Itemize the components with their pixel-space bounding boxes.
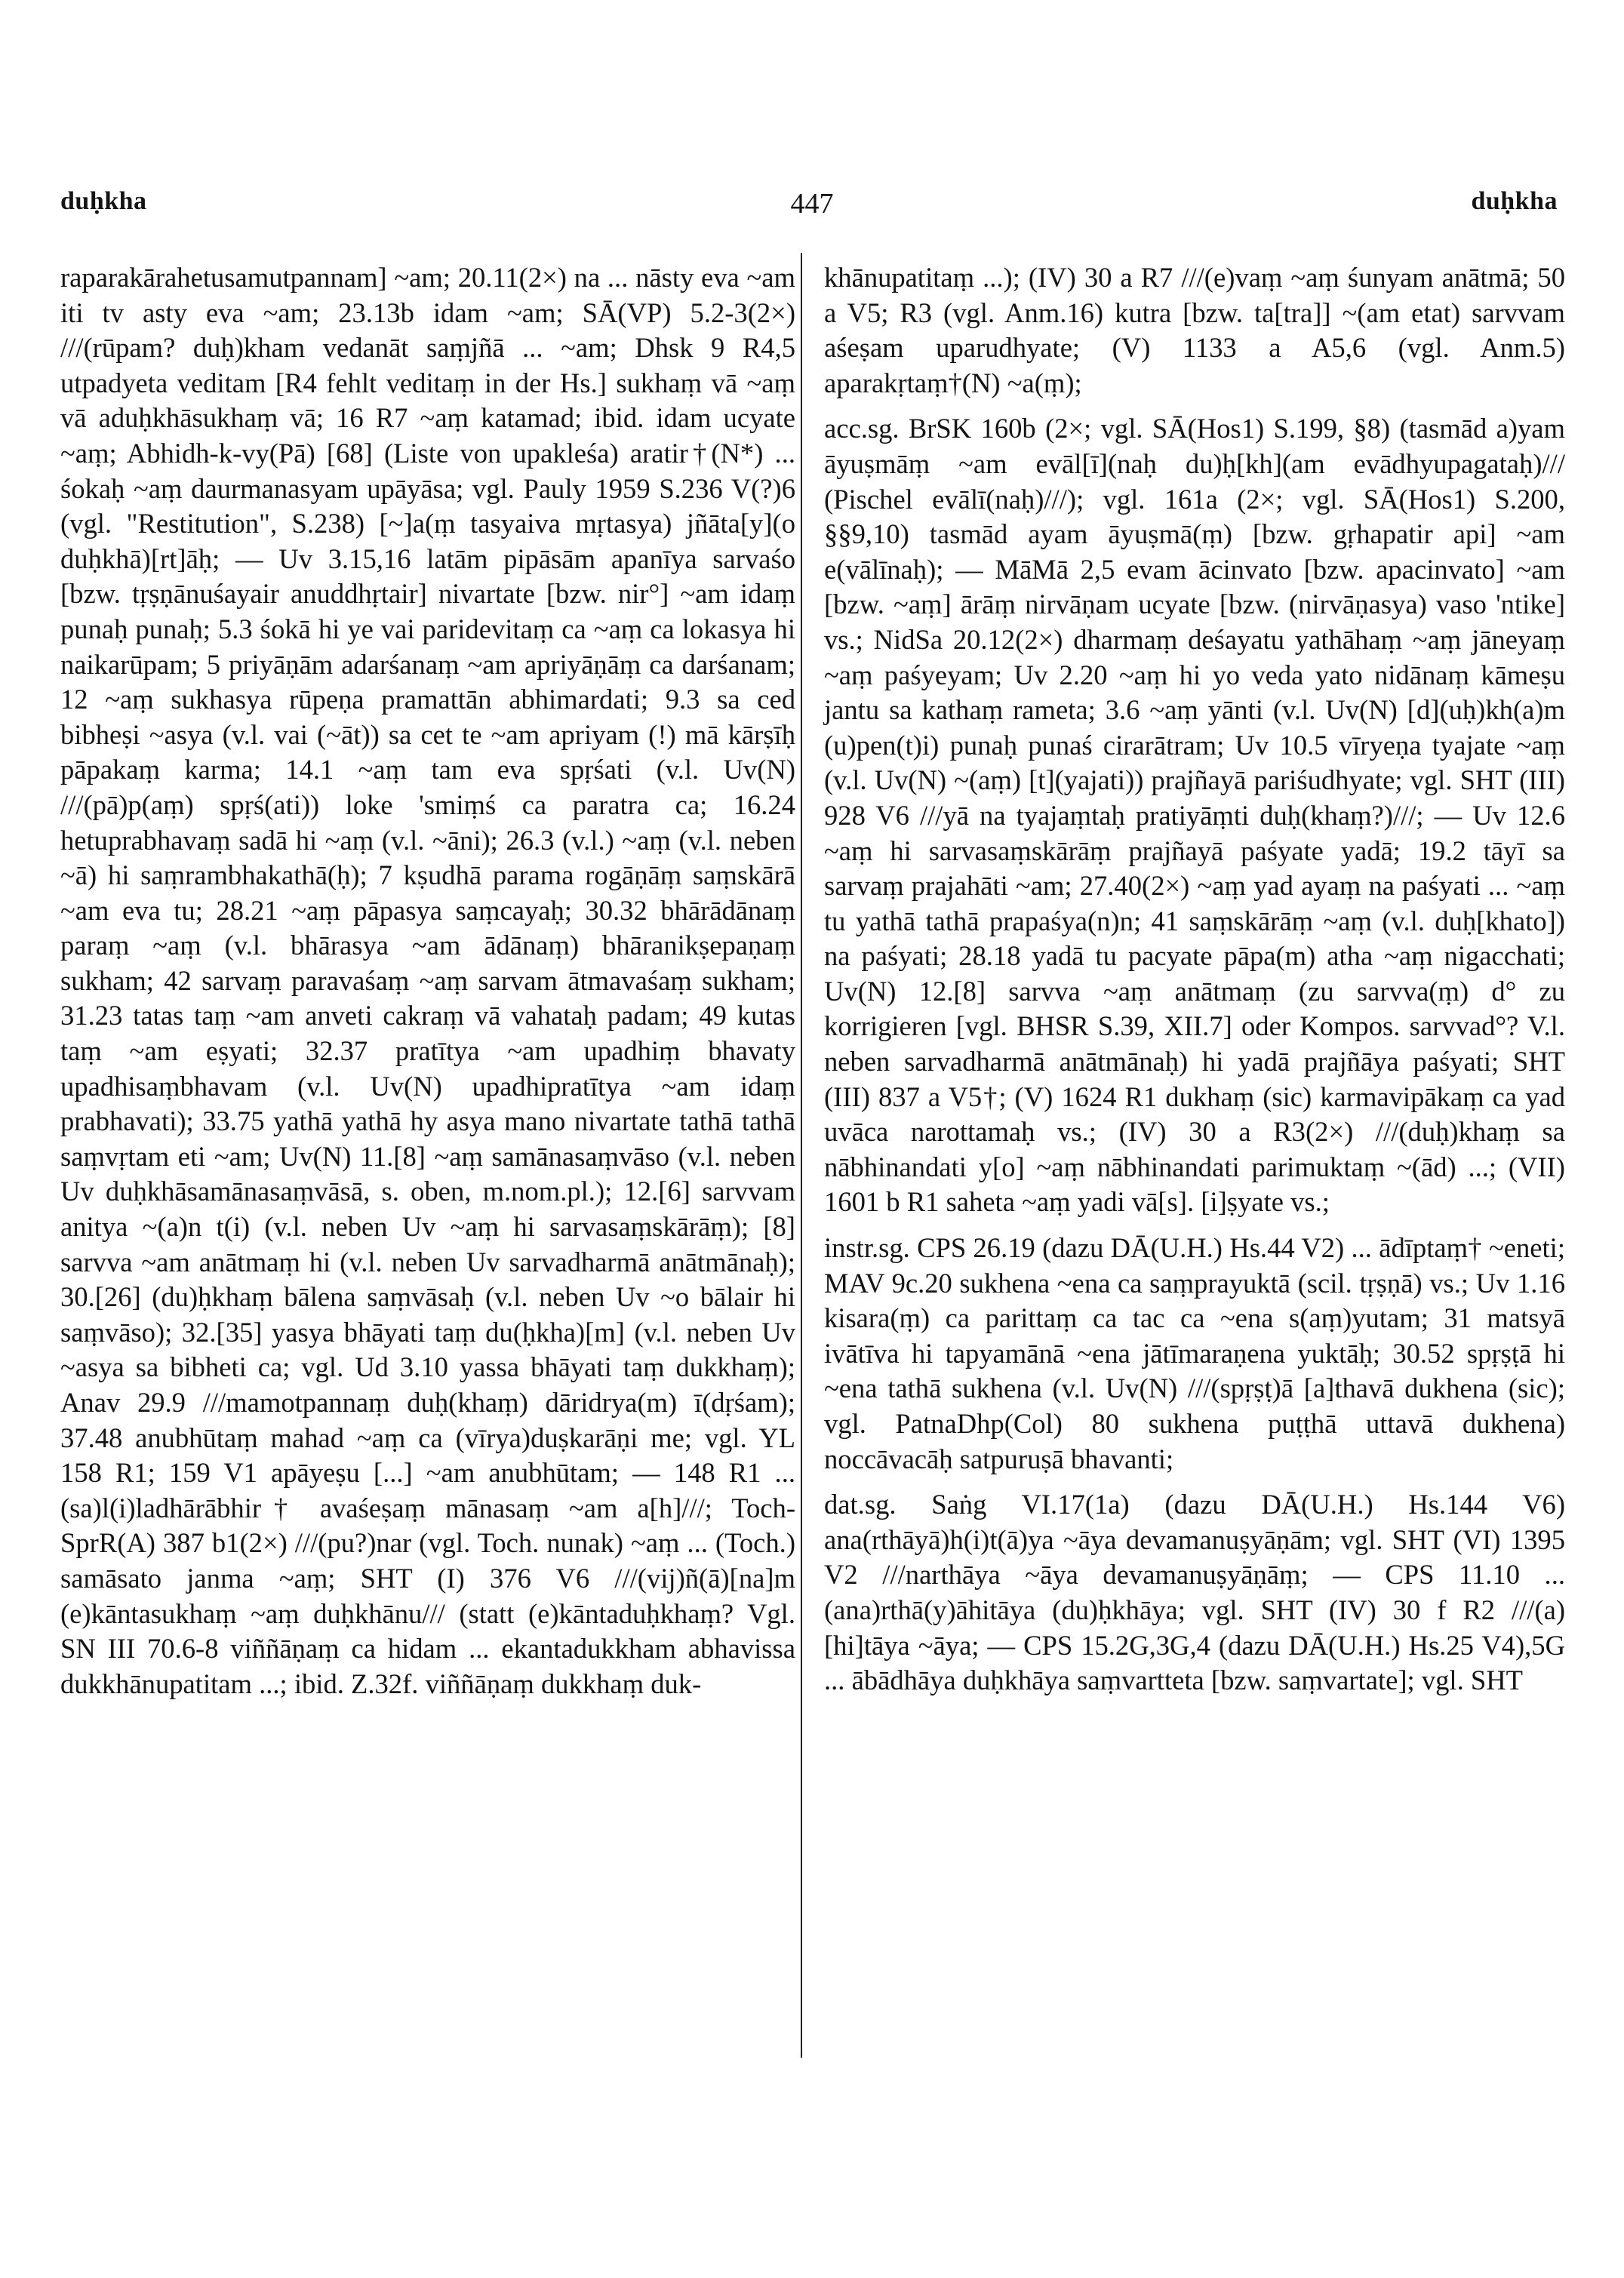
left-running-headword: duḥkha (60, 187, 147, 215)
right-running-headword: duḥkha (1471, 187, 1558, 215)
column-divider (801, 253, 802, 2058)
dictionary-paragraph-acc-sg: acc.sg. BrSK 160b (2×; vgl. SĀ(Hos1) S.199, §8) (tasmād a)yam āyuṣmāṃ ~am evāl[ī](naḥ du)ḥ[kh](am evādhyupagataḥ)/// (Pischel evālī(naḥ)///); vgl. 161a (2×; vgl. SĀ(Hos1) S.200, §§9,10) tasmād ayam āyuṣmā(ṃ) [bzw. gṛhapatir api] ~am e(vālīnaḥ); — MāMā 2,5 evam ācinvato [bzw. apacinvato] ~am [bzw. ~aṃ] ārāṃ nirvāṇam ucyate [bzw. (nirvāṇasya) vaso 'ntike] vs.; NidSa 20.12(2×) dharmaṃ deśayatu yathāhaṃ ~aṃ jāneyaṃ ~aṃ paśyeyam; Uv 2.20 ~aṃ hi yo veda yato nidānaṃ kāmeṣu jantu sa kathaṃ rameta; 3.6 ~aṃ yānti (v.l. Uv(N) [d](uḥ)kh(a)m (u)pen(t)i) punaḥ punaś cirarātram; Uv 10.5 vīryeṇa tyajate ~aṃ (v.l. Uv(N) ~(aṃ) [t](yajati)) prajñayā pariśudhyate; vgl. SHT (III) 928 V6 ///yā na tyajaṃtaḥ pratiyāṃti duḥ(khaṃ?)///; — Uv 12.6 ~aṃ hi sarvasaṃskārāṃ prajñayā paśyate yadā; 19.2 tāyī sa sarvaṃ prajahāti ~am; 27.40(2×) ~aṃ yad ayaṃ na paśyati ... ~aṃ tu yathā tathā prapaśya(n)n; 41 saṃskārāṃ ~aṃ (v.l. duḥ[khato]) na paśyati; 28.18 yadā tu pacyate pāpa(m) atha ~aṃ nigacchati; Uv(N) 12.[8] sarvva ~aṃ anātmaṃ (zu sarvva(ṃ) d° zu korrigieren [vgl. BHSR S.39, XII.7] oder Kompos. sarvvad°? V.l. neben sarvadharmā anātmānaḥ) hi yadā prajñāya paśyati; SHT (III) 837 a V5†; (V) 1624 R1 dukhaṃ (sic) karmavipākaṃ ca yad uvāca narottamaḥ vs.; (IV) 30 a R3(2×) ///(duḥ)khaṃ sa nābhinandati y[o] ~aṃ nābhinandati parimuktaṃ ~(ād) ...; (VII) 1601 b R1 saheta ~aṃ yadi vā[s]. [i]ṣyate vs.; (824, 413, 1565, 1218)
left-column (60, 260, 795, 1702)
dictionary-paragraph-dat-sg: dat.sg. Saṅg VI.17(1a) (dazu DĀ(U.H.) Hs.144 V6) ana(rthāyā)h(i)t(ā)ya ~āya devamanuṣyāṇām; vgl. SHT (VI) 1395 V2 ///narthāya ~āya devamanuṣyāṇāṃ; — CPS 11.10 ... (ana)rthā(y)āhitāya (du)ḥkhāya; vgl. SHT (IV) 30 f R2 ///(a)[hi]tāya ~āya; — CPS 15.2G,3G,4 (dazu DĀ(U.H.) Hs.25 V4),5G ... ābādhāya duḥkhāya saṃvartteta [bzw. saṃvartate]; vgl. SHT (824, 1489, 1565, 1696)
right-column (824, 260, 1565, 1699)
page-number: 447 (790, 188, 834, 220)
dictionary-paragraph: khānupatitaṃ ...); (IV) 30 a R7 ///(e)vaṃ ~aṃ śunyam anātmā; 50 a V5; R3 (vgl. Anm.16) kutra [bzw. ta[tra]] ~(am etat) sarvvam aśeṣam uparudhyate; (V) 1133 a A5,6 (vgl. Anm.5) aparakṛtaṃ†(N) ~a(ṃ); (824, 262, 1565, 398)
running-header (60, 187, 1564, 232)
dictionary-paragraph: raparakārahetusamutpannam] ~am; 20.11(2×) na ... nāsty eva ~am iti tv asty eva ~am; 23.13b idam ~am; SĀ(VP) 5.2-3(2×) ///(rūpam? duḥ)kham vedanāt saṃjñā ... ~am; Dhsk 9 R4,5 utpadyeta veditam [R4 fehlt veditaṃ in der Hs.] sukhaṃ vā ~aṃ vā aduḥkhāsukhaṃ vā; 16 R7 ~aṃ katamad; ibid. idam ucyate ~aṃ; Abhidh-k-vy(Pā) [68] (Liste von upakleśa) aratir†(N*) ... śokaḥ ~aṃ daurmanasyam upāyāsa; vgl. Pauly 1959 S.236 V(?)6 (vgl. "Restitution", S.238) [~]a(ṃ tasyaiva mṛtasya) jñāta[y](o duḥkhā)[rt]āḥ; — Uv 3.15,16 latām pipāsām apanīya sarvaśo [bzw. tṛṣṇānuśayair anuddhṛtair] nivartate [bzw. nir°] ~am idaṃ punaḥ punaḥ; 5.3 śokā hi ye vai paridevitaṃ ca ~aṃ ca lokasya hi naikarūpam; 5 priyāṇām adarśanaṃ ~am apriyāṇāṃ ca darśanam; 12 ~aṃ sukhasya rūpeṇa pramattān abhimardati; 9.3 sa ced bibheṣi ~asya (v.l. vai (~āt)) sa cet te ~am apriyam (!) mā kārṣīḥ pāpakaṃ karma; 14.1 ~aṃ tam eva spṛśati (v.l. Uv(N) ///(pā)p(aṃ) spṛś(ati)) loke 'smiṃś ca paratra ca; 16.24 hetuprabhavaṃ sadā hi ~aṃ (v.l. ~āni); 26.3 (v.l.) ~aṃ (v.l. neben ~ā) hi saṃrambhakathā(ḥ); 7 kṣudhā parama rogāṇāṃ saṃskārā ~am eva tu; 28.21 ~aṃ pāpasya saṃcayaḥ; 30.32 bhārādānaṃ paraṃ ~aṃ (v.l. bhārasya ~am ādānaṃ) bhāranikṣepaṇaṃ sukham; 42 sarvaṃ paravaśaṃ ~aṃ sarvam ātmavaśaṃ sukham; 31.23 tatas taṃ ~am anveti cakraṃ vā vahataḥ padam; 49 kutas taṃ ~am eṣyati; 32.37 pratītya ~am upadhiṃ bhavaty upadhisaṃbhavam (v.l. Uv(N) upadhipratītya ~am idaṃ prabhavati); 33.75 yathā yathā hy asya mano nivartate tathā tathā saṃvṛtam eti ~am; Uv(N) 11.[8] ~aṃ samānasaṃvāso (v.l. neben Uv duḥkhāsamānasaṃvāsā, s. oben, m.nom.pl.); 12.[6] sarvvam anitya ~(a)n t(i) (v.l. neben Uv ~aṃ hi sarvasaṃskārāṃ); [8] sarvva ~am anātmaṃ hi (v.l. neben Uv sarvadharmā anātmānaḥ); 30.[26] (du)ḥkhaṃ bālena saṃvāsaḥ (v.l. neben Uv ~o bālair hi saṃvāso); 32.[35] yasya bhāyati taṃ du(ḥkha)[m] (v.l. neben Uv ~asya sa bibheti ca; vgl. Ud 3.10 yassa bhāyati taṃ dukkhaṃ); Anav 29.9 ///mamotpannaṃ duḥ(khaṃ) dāridrya(m) ī(dṛśam); 37.48 anubhūtaṃ mahad ~aṃ ca (vīrya)duṣkarāṇi me; vgl. YL 158 R1; 159 V1 apāyeṣu [...] ~am anubhūtam; — 148 R1 ... (sa)l(i)ladhārābhir† avaśeṣaṃ mānasaṃ ~am a[h]///; Toch-SprR(A) 387 b1(2×) ///(pu?)nar (vgl. Toch. nunak) ~aṃ ... (Toch.) samāsato janma ~aṃ; SHT (I) 376 V6 ///(vij)ñ(ā)[na]m (e)kāntasukhaṃ ~aṃ duḥkhānu/// (statt (e)kāntaduḥkhaṃ? Vgl. SN III 70.6-8 viññāṇaṃ ca hidam ... ekantadukkham abhavissa dukkhānupatitam ...; ibid. Z.32f. viññāṇaṃ dukkhaṃ duk- (60, 262, 795, 1699)
dictionary-paragraph-instr-sg: instr.sg. CPS 26.19 (dazu DĀ(U.H.) Hs.44 V2) ... ādīptaṃ† ~eneti; MAV 9c.20 sukhena ~ena ca saṃprayuktā (scil. tṛṣṇā) vs.; Uv 1.16 kisara(ṃ) ca parittaṃ ca tac ca ~ena s(aṃ)yutam; 31 matsyā ivātīva hi tapyamānā ~ena jātīmaraṇena yuktāḥ; 30.52 spṛṣṭā hi ~ena tathā sukhena (v.l. Uv(N) ///(spṛṣṭ)ā [a]thavā dukhena (sic); vgl. PatnaDhp(Col) 80 sukhena puṭṭhā uttavā dukhena) noccāvacāḥ satpuruṣā bhavanti; (824, 1232, 1565, 1474)
